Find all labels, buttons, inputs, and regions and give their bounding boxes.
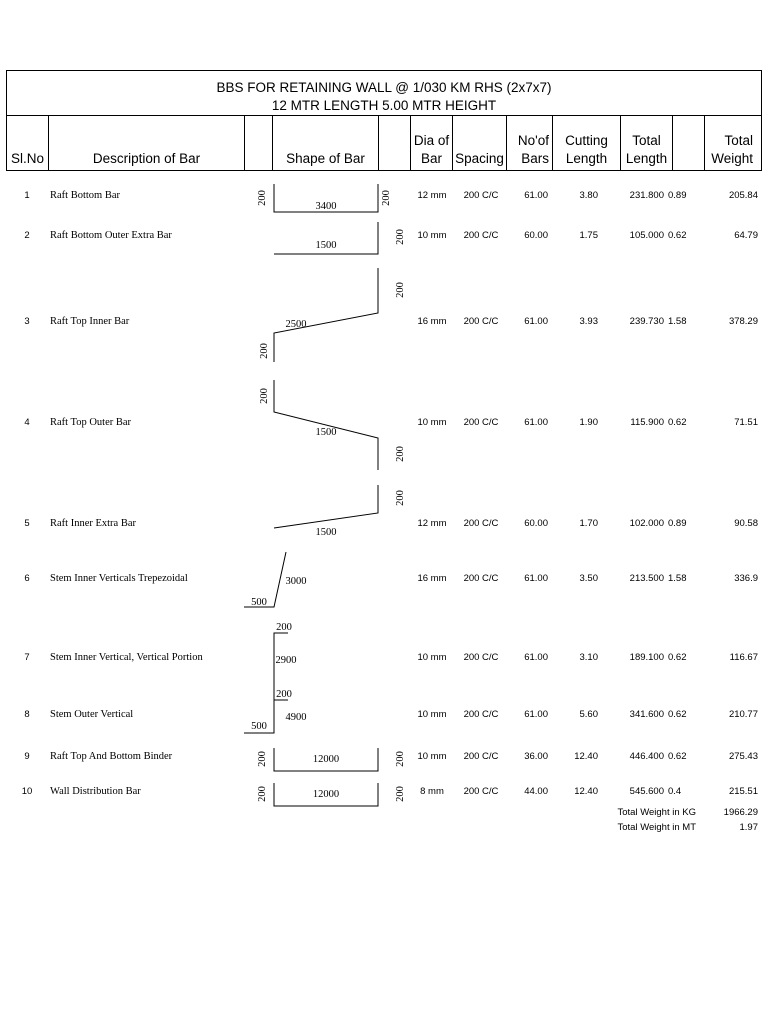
cell-slno: 6 [24, 573, 30, 584]
shape-row-5 [274, 485, 378, 528]
cell-total-weight: 215.51 [728, 786, 758, 797]
cell-dia: 16 mm [417, 316, 447, 327]
cell-unit-weight: 0.62 [668, 652, 687, 663]
cell-total-length: 102.000 [629, 518, 664, 529]
cell-slno: 1 [24, 190, 30, 201]
cell-spacing: 200 C/C [463, 417, 499, 428]
dim-r1-left: 200 [257, 190, 268, 206]
dim-r4-right: 200 [395, 446, 406, 462]
cell-slno: 9 [24, 751, 30, 762]
cell-total-weight: 336.9 [734, 573, 758, 584]
cell-nos: 36.00 [524, 751, 548, 762]
dim-r9-main: 12000 [312, 754, 340, 765]
header-slno: Sl.No [7, 116, 49, 170]
dim-r1-main: 3400 [315, 201, 337, 212]
cell-total-length: 545.600 [629, 786, 664, 797]
shape-row-10 [274, 783, 378, 806]
cell-unit-weight: 0.62 [668, 230, 687, 241]
cell-nos: 44.00 [524, 786, 548, 797]
cell-total-length: 213.500 [629, 573, 664, 584]
cell-spacing: 200 C/C [463, 230, 499, 241]
cell-unit-weight: 1.58 [668, 316, 687, 327]
cell-unit-weight: 0.89 [668, 518, 687, 529]
cell-nos: 61.00 [524, 190, 548, 201]
header-blank-3 [673, 116, 705, 170]
cell-cutting-length: 3.10 [579, 652, 598, 663]
cell-cutting-length: 3.50 [579, 573, 598, 584]
cell-slno: 5 [24, 518, 30, 529]
cell-unit-weight: 0.4 [668, 786, 682, 797]
title-line-1: BBS FOR RETAINING WALL @ 1/030 KM RHS (2x7x7) [216, 80, 552, 95]
header-nos: No'of Bars [507, 116, 553, 170]
cell-nos: 61.00 [524, 709, 548, 720]
cell-spacing: 200 C/C [463, 573, 499, 584]
dim-r1-right: 200 [381, 190, 392, 206]
cell-unit-weight: 0.62 [668, 417, 687, 428]
cell-total-weight: 90.58 [734, 518, 758, 529]
cell-dia: 12 mm [417, 190, 447, 201]
cell-dia: 10 mm [417, 751, 447, 762]
cell-spacing: 200 C/C [463, 518, 499, 529]
header-row [6, 115, 762, 171]
dim-r3-top: 200 [395, 282, 406, 298]
shape-row-4 [274, 380, 378, 470]
dim-r6-main: 3000 [285, 576, 307, 587]
dim-r5-top: 200 [395, 490, 406, 506]
dim-r3-left: 200 [259, 343, 270, 359]
cell-dia: 10 mm [417, 652, 447, 663]
total-mt-label: Total Weight in MT [617, 822, 696, 833]
cell-description: Raft Top Inner Bar [50, 316, 130, 327]
cell-description: Raft Top Outer Bar [50, 417, 132, 428]
dim-r8-main: 4900 [285, 712, 307, 723]
header-shape: Shape of Bar [273, 116, 379, 170]
dim-r3-main: 2500 [285, 319, 307, 330]
cell-nos: 61.00 [524, 417, 548, 428]
dim-r2-main: 1500 [315, 240, 337, 251]
cell-unit-weight: 0.89 [668, 190, 687, 201]
dim-r6-foot: 500 [251, 597, 267, 608]
cell-nos: 61.00 [524, 573, 548, 584]
cell-description: Stem Outer Vertical [50, 709, 134, 720]
cell-dia: 10 mm [417, 709, 447, 720]
cell-nos: 60.00 [524, 518, 548, 529]
dim-r5-main: 1500 [315, 527, 337, 538]
dim-r8-top: 200 [276, 689, 292, 700]
header-cutting: Cutting Length [553, 116, 621, 170]
cell-slno: 10 [21, 786, 33, 797]
cell-description: Stem Inner Vertical, Vertical Portion [50, 652, 203, 663]
cell-total-weight: 116.67 [729, 652, 758, 663]
dim-r7-main: 2900 [275, 655, 297, 666]
cell-description: Raft Inner Extra Bar [50, 518, 137, 529]
header-description: Description of Bar [49, 116, 245, 170]
cell-slno: 8 [24, 709, 30, 720]
cell-description: Raft Bottom Outer Extra Bar [50, 230, 172, 241]
cell-total-length: 231.800 [629, 190, 664, 201]
dim-r9-left: 200 [257, 751, 268, 767]
shape-row-1 [274, 184, 378, 212]
cell-unit-weight: 1.58 [668, 573, 687, 584]
shape-row-3 [274, 268, 378, 362]
cell-total-length: 446.400 [629, 751, 664, 762]
cell-total-length: 115.900 [630, 417, 664, 428]
cell-total-length: 239.730 [629, 316, 664, 327]
shape-row-2 [274, 222, 378, 254]
cell-nos: 60.00 [524, 230, 548, 241]
header-dia: Dia of Bar [411, 116, 453, 170]
title-box [6, 70, 762, 116]
cell-description: Wall Distribution Bar [50, 786, 141, 797]
dim-r10-right: 200 [395, 786, 406, 802]
cell-unit-weight: 0.62 [668, 751, 687, 762]
dim-r4-left: 200 [259, 388, 270, 404]
cell-total-length: 189.100 [629, 652, 664, 663]
cell-spacing: 200 C/C [463, 652, 499, 663]
cell-description: Raft Top And Bottom Binder [50, 751, 173, 762]
title-line-2: 12 MTR LENGTH 5.00 MTR HEIGHT [271, 98, 497, 113]
cell-description: Raft Bottom Bar [50, 190, 120, 201]
cell-total-weight: 210.77 [728, 709, 758, 720]
cell-cutting-length: 3.93 [579, 316, 598, 327]
dim-r9-right: 200 [395, 751, 406, 767]
cell-dia: 10 mm [417, 230, 447, 241]
header-total-weight: Total Weight [711, 133, 753, 166]
dim-r10-main: 12000 [312, 789, 340, 800]
cell-total-weight: 64.79 [734, 230, 758, 241]
header-total-length: Total Length [621, 116, 673, 170]
cell-cutting-length: 1.70 [579, 518, 598, 529]
cell-total-length: 105.000 [629, 230, 664, 241]
total-kg-label: Total Weight in KG [617, 807, 696, 818]
cell-cutting-length: 3.80 [579, 190, 598, 201]
cell-slno: 7 [24, 652, 30, 663]
header-blank-2 [379, 116, 411, 170]
cell-spacing: 200 C/C [463, 709, 499, 720]
cell-slno: 3 [24, 316, 30, 327]
header-blank-1 [245, 116, 273, 170]
cell-total-weight: 275.43 [728, 751, 758, 762]
cell-cutting-length: 1.90 [579, 417, 598, 428]
cell-total-length: 341.600 [629, 709, 664, 720]
cell-total-weight: 378.29 [728, 316, 758, 327]
cell-dia: 10 mm [417, 417, 447, 428]
shape-row-7 [274, 633, 288, 700]
cell-total-weight: 71.51 [734, 417, 758, 428]
cell-spacing: 200 C/C [463, 786, 499, 797]
cell-spacing: 200 C/C [463, 190, 499, 201]
cell-cutting-length: 1.75 [579, 230, 598, 241]
cell-cutting-length: 5.60 [579, 709, 598, 720]
dim-r10-left: 200 [257, 786, 268, 802]
dim-r2-right: 200 [395, 229, 406, 245]
cell-cutting-length: 12.40 [574, 751, 598, 762]
dim-r4-main: 1500 [315, 427, 337, 438]
cell-slno: 4 [24, 417, 30, 428]
shape-row-9 [274, 748, 378, 771]
cell-nos: 61.00 [524, 316, 548, 327]
cell-total-weight: 205.84 [728, 190, 758, 201]
cell-cutting-length: 12.40 [574, 786, 598, 797]
cell-unit-weight: 0.62 [668, 709, 687, 720]
cell-description: Stem Inner Verticals Trepezoidal [50, 573, 188, 584]
cell-slno: 2 [24, 230, 30, 241]
dim-r7-top: 200 [276, 622, 292, 633]
cell-spacing: 200 C/C [463, 751, 499, 762]
dim-r8-foot: 500 [251, 721, 267, 732]
header-spacing: Spacing [453, 116, 507, 170]
cell-dia: 8 mm [420, 786, 444, 797]
cell-spacing: 200 C/C [463, 316, 499, 327]
cell-dia: 12 mm [417, 518, 447, 529]
total-kg-value: 1966.29 [723, 807, 758, 818]
cell-nos: 61.00 [524, 652, 548, 663]
total-mt-value: 1.97 [739, 822, 758, 833]
cell-dia: 16 mm [417, 573, 447, 584]
